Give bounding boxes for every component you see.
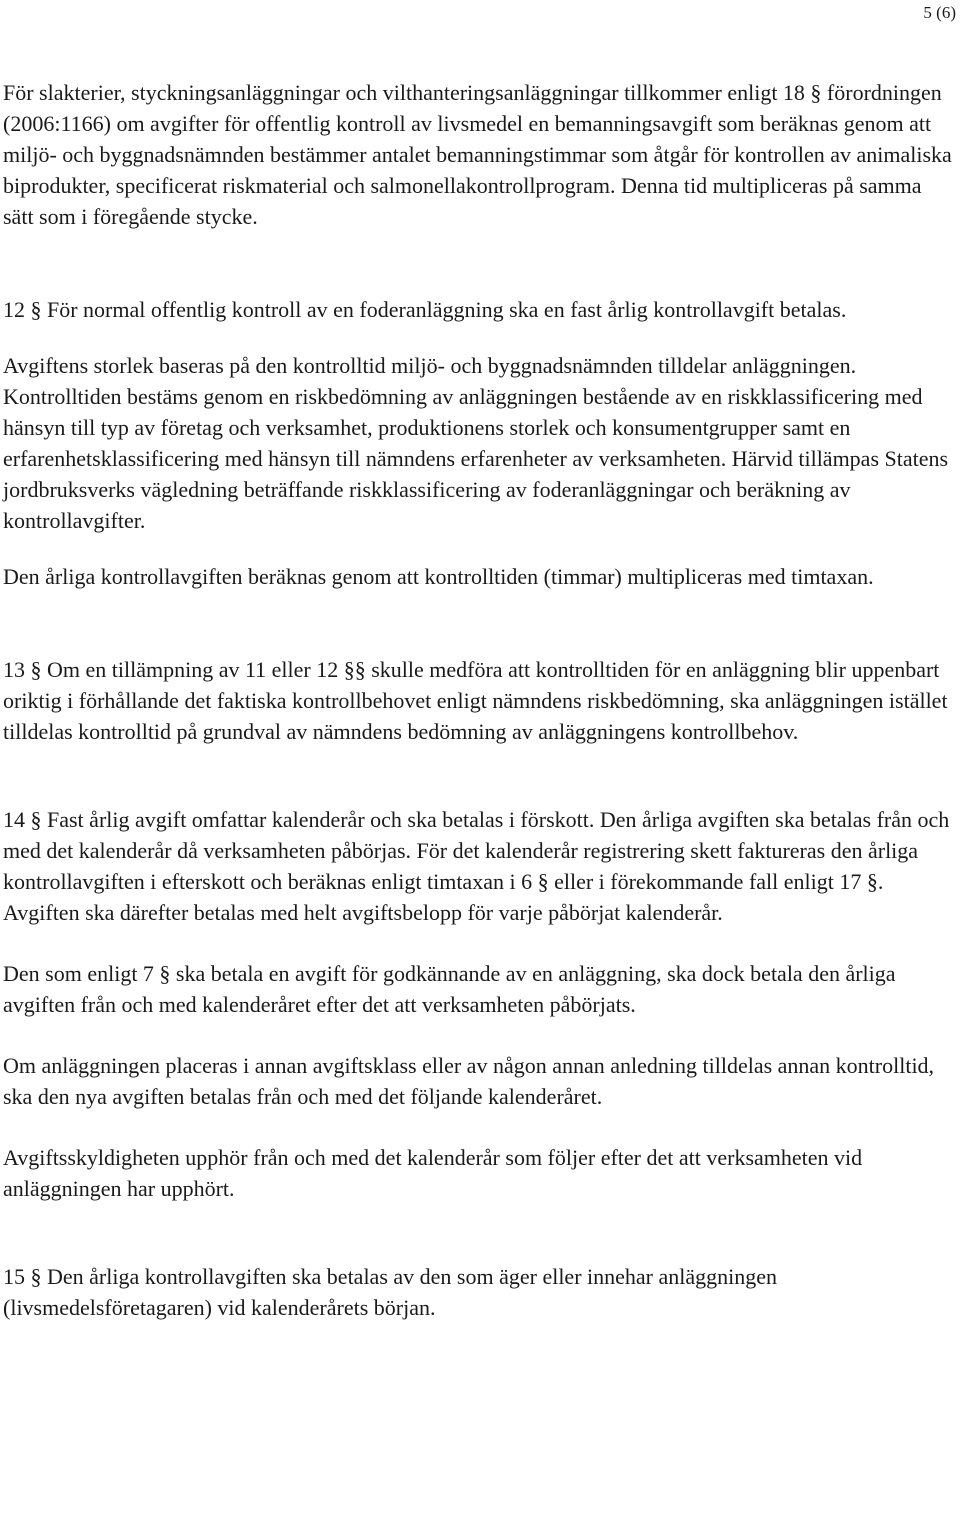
paragraph-section-15: 15 § Den årliga kontrollavgiften ska betalas av den som äger eller innehar anläggningen (livsmedelsföretagaren) vid kalenderårets början. (3, 1264, 778, 1320)
paragraph-section-14: 14 § Fast årlig avgift omfattar kalenderår och ska betalas i förskott. Den årliga avgiften ska betalas från och med det kalenderår då verksamheten påbörjas. För det kalenderår registrering skett faktureras den årliga kontrollavgiften i efterskott och beräknas enligt timtaxan i 6 § eller i förekommande fall enligt 17 §. Avgiften ska därefter betalas med helt avgiftsbelopp för varje påbörjat kalenderår. (3, 807, 950, 925)
paragraph-fee-end: Avgiftsskyldigheten upphör från och med det kalenderår som följer efter det att verksamheten vid anläggningen har upphört. (3, 1145, 863, 1201)
paragraph-annual-fee-calc: Den årliga kontrollavgiften beräknas genom att kontrolltiden (timmar) multipliceras med timtaxan. (3, 564, 874, 589)
paragraph-approval-fee: Den som enligt 7 § ska betala en avgift för godkännande av en anläggning, ska dock betala den årliga avgiften från och med kalenderåret efter det att verksamheten påbörjats. (3, 961, 896, 1017)
paragraph-slaughter-fee: För slakterier, styckningsanläggningar och vilthanteringsanläggningar tillkommer enligt 18 § förordningen (2006:1166) om avgifter för offentlig kontroll av livsmedel en bemanningsavgift som beräknas genom att miljö- och byggnadsnämnden bestämmer antalet bemanningstimmar som åtgår för kontrollen av animaliska biprodukter, specificerat riskmaterial och salmonellakontrollprogram. Denna tid multipliceras på samma sätt som i föregående stycke. (3, 80, 952, 229)
paragraph-section-12: 12 § För normal offentlig kontroll av en foderanläggning ska en fast årlig kontrollavgift betalas. (3, 297, 847, 322)
page-number: 5 (6) (923, 3, 956, 22)
paragraph-fee-size: Avgiftens storlek baseras på den kontrolltid miljö- och byggnadsnämnden tilldelar anläggningen. Kontrolltiden bestäms genom en riskbedömning av anläggningen bestående av en riskklassificering med hänsyn till typ av företag och verksamhet, produktionens storlek och konsumentgrupper samt en erfarenhetsklassificering med hänsyn till nämndens erfarenheter av verksamheten. Härvid tillämpas Statens jordbruksverks vägledning beträffande riskklassificering av foderanläggningar och beräkning av kontrollavgifter. (3, 353, 949, 533)
paragraph-section-13: 13 § Om en tillämpning av 11 eller 12 §§ skulle medföra att kontrolltiden för en anläggning blir uppenbart oriktig i förhållande det faktiska kontrollbehovet enligt nämndens riskbedömning, ska anläggningen istället tilldelas kontrolltid på grundval av nämndens bedömning av anläggningens kontrollbehov. (3, 657, 948, 744)
paragraph-fee-class-change: Om anläggningen placeras i annan avgiftsklass eller av någon annan anledning tilldelas annan kontrolltid, ska den nya avgiften betalas från och med det följande kalenderåret. (3, 1053, 935, 1109)
document-body (3, 77, 953, 1323)
